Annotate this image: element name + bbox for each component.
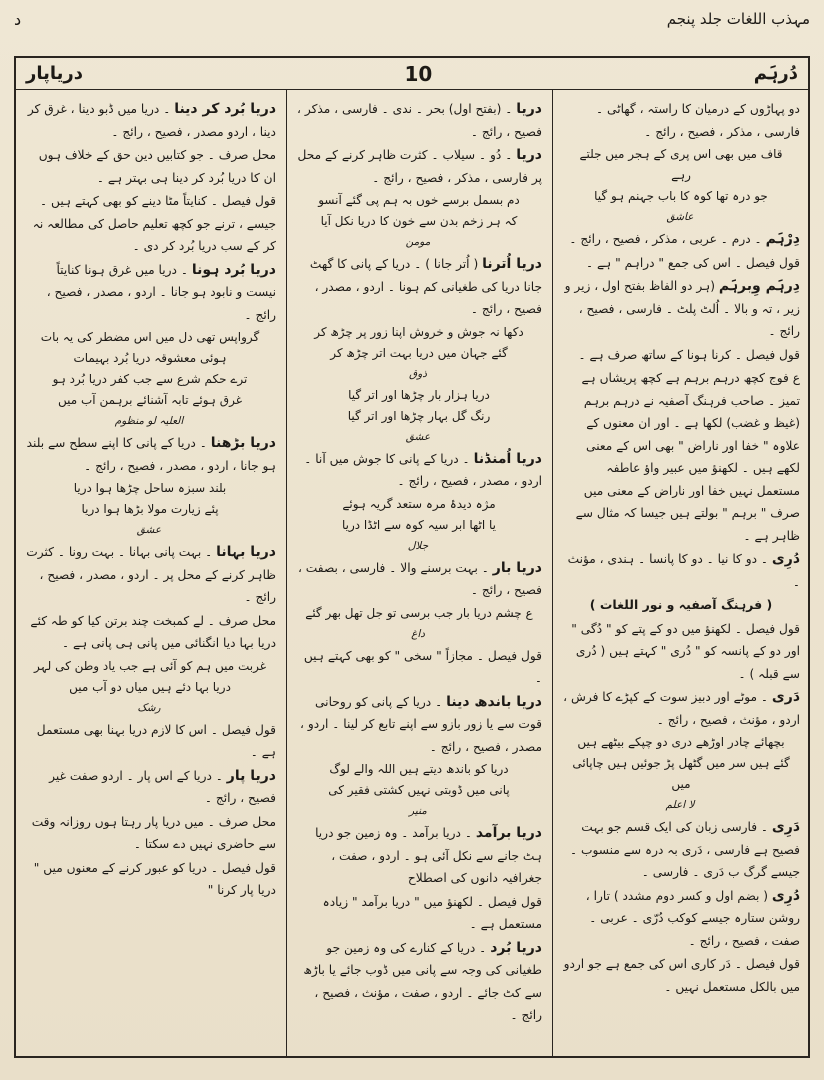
- definition: ۔ دریا کے کنارے کی وہ زمین جو طغیانی کی وجہ سے پانی میں ڈوب جائے یا باڑھ سے کٹ جائے ۔ اردو ، صفت ، مؤنث ، فصیح ، رائج ۔: [303, 940, 542, 1022]
- verse-quote: [562, 144, 800, 228]
- book-title: مہذب اللغات جلد پنجم: [666, 10, 810, 28]
- definition: ۔ بہت پانی بہانا ۔ بہت رونا ۔ کثرت ظاہر کرنے کے محل پر ۔ اردو ، مصدر ، فصیح ، رائج ۔: [26, 545, 276, 604]
- definition: ۔ دریا کے اس پار ۔ اردو صفت غیر فصیح ، رائج ۔: [49, 768, 276, 805]
- poet-name: رشک: [137, 701, 161, 714]
- note-paragraph: قول فیصل ۔ مجازاً " سخی " کو بھی کہتے ہیں ۔: [303, 648, 542, 685]
- note-paragraph: قول فیصل ۔ لکھنؤ میں دو کے پتے کو " دُگی " اور دو کے پانسہ کو " دُری " کہتے ہیں ( دُری سے قبلہ ) ۔: [571, 621, 800, 681]
- headword: دریا پار: [226, 767, 276, 784]
- dictionary-entry: [562, 885, 800, 953]
- note-paragraph: محل صرف ۔ لے کمبخت چند برتن کیا کو طہ کئے دریا بہا دیا انگنائی میں پانی ہی پانی ہے ۔: [30, 613, 276, 650]
- verse-line: غربت میں ہم کو آئی ہے جب یاد وطن کی لہر: [33, 658, 267, 673]
- verse-quote: [24, 478, 276, 541]
- definition: ۔ دریا کے پانی کا جوش میں آنا ۔ اردو ، مصدر ، فصیح ، رائج ۔: [304, 451, 542, 488]
- headword: دریا اُمنڈنا: [473, 450, 542, 467]
- headword: دریا باندھ دینا: [446, 693, 542, 710]
- dictionary-entry: [562, 548, 800, 593]
- verse-line: گرواپس تھی دل میں اس مضطر کی یہ بات: [40, 330, 260, 344]
- dictionary-entry: [296, 557, 542, 602]
- definition: ( بضم اول و کسر دوم مشدد ) تارا ، روشن ستارہ جیسے کوکب دُرّی ۔ عربی ۔ صفت ، فصیح ، رائج ۔: [585, 888, 800, 948]
- headword: دریا بہانا: [216, 544, 276, 560]
- dictionary-entry: [24, 98, 276, 143]
- dictionary-entry: [24, 259, 276, 327]
- dictionary-entry: [562, 228, 800, 251]
- dictionary-entry: [562, 816, 800, 884]
- note-paragraph: قول فیصل ۔ کنایتاً مٹا دینے کو بھی کہتے ہیں ۔ جیسے ، ترنے جو کچھ تعلیم حاصل کی مطالعہ نہ کر کے سب دریا بُرد کر دی ۔: [32, 194, 276, 253]
- verse-line: دریا بہا دئے ہیں میاں دو آب میں: [69, 679, 231, 694]
- definition: ۔ موٹے اور دبیز سوت کے کپڑے کا فرش ، اردو ، مؤنث ، فصیح ، رائج ۔: [563, 690, 800, 727]
- note-paragraph: ع فوج کچھ درہم برہم ہے کچھ پریشاں ہے تمیز ۔ صاحب فرہنگ آصفیہ نے درہم برہم (غیظ و غضب) لکھا ہے ۔ اور ان معنوں کے علاوہ " خفا اور ناراض " بھی اس کے معنی لکھے ہیں ۔ لکھنؤ میں عبیر واؤ عاطفہ مستعمل نہیں خفا اور ناراض کے معنی میں صرف " برہم " بولتے ہیں جیسا کہ مثال سے ظاہر ہے ۔: [575, 371, 800, 543]
- note-paragraph: قول فیصل ۔ دَر کاری اس کی جمع ہے جو اردو میں بالکل مستعمل نہیں ۔: [563, 957, 800, 994]
- range-start-word: دُرہَم: [753, 63, 798, 84]
- poet-name: مومن: [405, 236, 431, 248]
- note-paragraph: قول فیصل ۔ اس کی جمع " دراہم " ہے ۔: [585, 255, 800, 270]
- headword: دریا بُرد کر دینا: [174, 101, 276, 117]
- verse-line: ہوئی معشوقہ دریا بُرد بہیمات: [73, 351, 227, 365]
- dictionary-entry: [296, 691, 542, 759]
- definition: ۔ (بفتح اول) بحر ۔ ندی ۔ فارسی ، مذکر ، فصیح ، رائج ۔: [297, 102, 542, 139]
- verse-line: یا اٹھا ابر سیہ کوہ سے اٹڈا دریا: [341, 517, 497, 532]
- dictionary-entry: [296, 253, 542, 321]
- verse-line: پانی میں ڈوبتی نہیں کشتی فقیر کی: [328, 783, 510, 797]
- verse-quote: [296, 494, 542, 557]
- reference: ( فرہنگ آصفیہ و نور اللغات ): [589, 597, 773, 612]
- definition: ۔ دُو ۔ سیلاب ۔ کثرت ظاہر کرنے کے محل پر فارسی ، مذکر ، فصیح ، رائج ۔: [297, 148, 542, 185]
- verse-quote: [296, 385, 542, 448]
- note-paragraph: دو پہاڑوں کے درمیان کا راستہ ، گھاٹی ۔ فارسی ، مذکر ، فصیح ، رائج ۔: [596, 102, 800, 139]
- dictionary-entry: [296, 98, 542, 143]
- poet-name: داغ: [411, 627, 425, 640]
- verse-quote: [296, 322, 542, 385]
- page-mark: د: [14, 9, 22, 29]
- headword: دریا: [516, 101, 542, 117]
- note-paragraph: محل صرف ۔ جو کتابیں دین حق کے خلاف ہوں ان کا دریا بُرد کر دینا ہی بہتر ہے ۔: [38, 148, 276, 185]
- verse-quote: [296, 759, 542, 822]
- poet-name: عاشق: [666, 211, 694, 223]
- definition: ۔ دریا میں غرق ہونا کنایتاً نیست و نابود ہو جانا ۔ اردو ، مصدر ، فصیح ، رائج ۔: [46, 262, 276, 322]
- definition: ۔ فارسی زبان کی ایک قسم جو بہت فصیح ہے فارسی ، دَری بہ درہ سے منسوب ۔ جیسے گرگ ب دَری ۔ فارسی ۔: [570, 820, 800, 879]
- verse-line: گئے ہیں سر میں گٹھل پڑ جوئیں ہیں چاپائی میں: [572, 756, 790, 791]
- definition: ۔ دریا کے پانی کو روحانی قوت سے یا زور بازو سے اپنے تابع کر لینا ۔ اردو ، مصدر ، فصیح ، رائج ۔: [300, 694, 542, 754]
- headword: دریا برآمد: [475, 825, 542, 841]
- verse-quote: [296, 603, 542, 645]
- note-paragraph: محل صرف ۔ میں دریا پار رہتا ہوں روزانہ وقت سے حاضری نہیں دے سکتا ۔: [31, 814, 276, 851]
- headword: دِرہَم وِبرہَم: [718, 278, 800, 294]
- column-rule-right: [552, 90, 553, 1056]
- running-header: [14, 6, 810, 32]
- note-paragraph: قول فیصل ۔ لکھنؤ میں " دریا برآمد " زیادہ مستعمل ہے ۔: [322, 894, 542, 931]
- verse-line: دریا کو باندھ دیتے ہیں اللہ والے لوگ: [329, 762, 509, 776]
- verse-line: بچھائے چادر اوڑھے دری دو چپکے بیٹھے ہیں: [577, 735, 785, 749]
- poet-name: جلال: [407, 539, 429, 552]
- headword: دَرِی: [771, 819, 800, 835]
- headword: دِرْہَم: [765, 231, 800, 247]
- verse-line: پئے زیارت مولا بڑھا ہوا دریا: [81, 502, 219, 516]
- definition: ۔ دریا برآمد ۔ وہ زمین جو دریا ہٹ جانے سے نکل آئی ہو ۔ اردو ، صفت ، جغرافیہ دانوں کی اصطلاح: [315, 826, 542, 885]
- page-number: 10: [404, 61, 433, 86]
- column-middle: [288, 92, 550, 1054]
- note-paragraph: قول فیصل ۔ دریا کو عبور کرنے کے معنوں میں " دریا پار کرنا ": [33, 860, 276, 897]
- verse-line: رنگ گل بہار چڑھا اور اتر گیا: [347, 408, 491, 423]
- note-paragraph: قول فیصل ۔ اس کا لازم دریا بہنا بھی مستعمل ہے ۔: [36, 722, 276, 759]
- headword: دریا بُرد ہونا: [191, 261, 276, 278]
- verse-line: ع چشم دریا بار جب برسی تو جل تھل بھر گئے: [305, 605, 533, 620]
- column-rule-left: [286, 90, 287, 1056]
- definition: ۔ دریا کے پانی کا اپنے سطح سے بلند ہو جانا ، اردو ، مصدر ، فصیح ، رائج ۔: [26, 436, 276, 473]
- headword: دریا بار: [492, 559, 542, 576]
- verse-line: ترے حکم شرع سے جب کفر دریا بُرد ہو: [52, 372, 248, 386]
- dictionary-entry: [562, 686, 800, 731]
- verse-line: جو درہ تھا کوہ کا باب جہنم ہو گیا: [594, 189, 768, 203]
- headword: دریا بڑھنا: [210, 435, 276, 451]
- poet-name: ذوق: [409, 367, 427, 380]
- verse-line: مژہ دیدۂ مرہ ستعد گریہ ہوئے: [342, 496, 496, 511]
- definition: ۔ درم ۔ عربی ، مذکر ، فصیح ، رائج ۔: [569, 232, 766, 246]
- poet-name: لا اعلم: [665, 799, 695, 811]
- verse-line: گئے جہان میں دریا بہت اتر چڑھ کر: [330, 345, 508, 360]
- poet-name: العلیہ لو منظوم: [114, 415, 184, 427]
- headword: دریا: [516, 147, 542, 163]
- verse-quote: [24, 656, 276, 719]
- verse-quote: [562, 732, 800, 816]
- dictionary-entry: [24, 541, 276, 609]
- verse-line: دم بسمل برسے خوں بہ ہم پی گئے آنسو: [318, 193, 520, 207]
- dictionary-entry: [296, 937, 542, 1027]
- definition: ۔ بہت برسنے والا ۔ فارسی ، بصفت ، فصیح ، رائج ۔: [298, 560, 542, 597]
- column-left: [16, 92, 284, 1054]
- column-right: [554, 92, 808, 1054]
- headword: دُرِی: [771, 887, 800, 904]
- poet-name: منیر: [409, 805, 427, 817]
- headword: دَری: [771, 689, 800, 705]
- verse-line: غرق ہوئے تابہ آشنائے برہمن آب میں: [58, 393, 242, 407]
- headword: دُرِی: [771, 551, 800, 567]
- dictionary-entry: [296, 144, 542, 189]
- dictionary-entry: [24, 432, 276, 477]
- headword: دریا اُترنا: [482, 256, 542, 272]
- verse-line: دریا ہزار بار چڑھا اور اتر گیا: [348, 387, 490, 402]
- headword: دریا بُرد: [490, 939, 542, 956]
- verse-line: کہ ہر زخم بدن سے خون کا دریا نکل آیا: [320, 214, 518, 228]
- definition: (ہر دو الفاظ بفتح اول ، زیر و زیر ، تہ و بالا ۔ اُلٹ پلٹ ۔ فارسی ، فصیح ، رائج ۔: [564, 279, 800, 338]
- verse-line: بلند سبزہ ساحل چڑھا ہوا دریا: [73, 481, 227, 495]
- dictionary-entry: [296, 448, 542, 493]
- verse-quote: [24, 327, 276, 432]
- verse-line: قاف میں بھی اس پری کے ہجر میں جلتے رہے: [579, 147, 783, 182]
- definition: ۔ دو کا نیا ۔ دو کا پانسا ۔ ہندی ، مؤنث ۔: [567, 552, 800, 589]
- range-end-word: دریاپار: [26, 63, 84, 84]
- note-paragraph: قول فیصل ۔ کرنا ہونا کے ساتھ صرف ہے ۔: [578, 347, 800, 362]
- dictionary-entry: [562, 275, 800, 343]
- verse-line: دکھا نہ جوش و خروش اپنا زور پر چڑھ کر: [314, 324, 524, 339]
- poet-name: عشق: [405, 430, 431, 443]
- definition: ۔ دریا میں ڈبو دینا ، غرق کر دینا ، اردو مصدر ، فصیح ، رائج ۔: [27, 102, 276, 139]
- entry-range-header: [16, 58, 808, 90]
- dictionary-entry: [24, 765, 276, 810]
- definition: ( اُتر جانا ) ۔ دریا کے پانی کا گھٹ جانا دریا کی طغیانی کم ہونا ۔ اردو ، مصدر ، فصیح ، رائج ۔: [309, 257, 542, 316]
- verse-quote: [296, 190, 542, 253]
- poet-name: عشق: [136, 524, 162, 536]
- dictionary-entry: [296, 822, 542, 890]
